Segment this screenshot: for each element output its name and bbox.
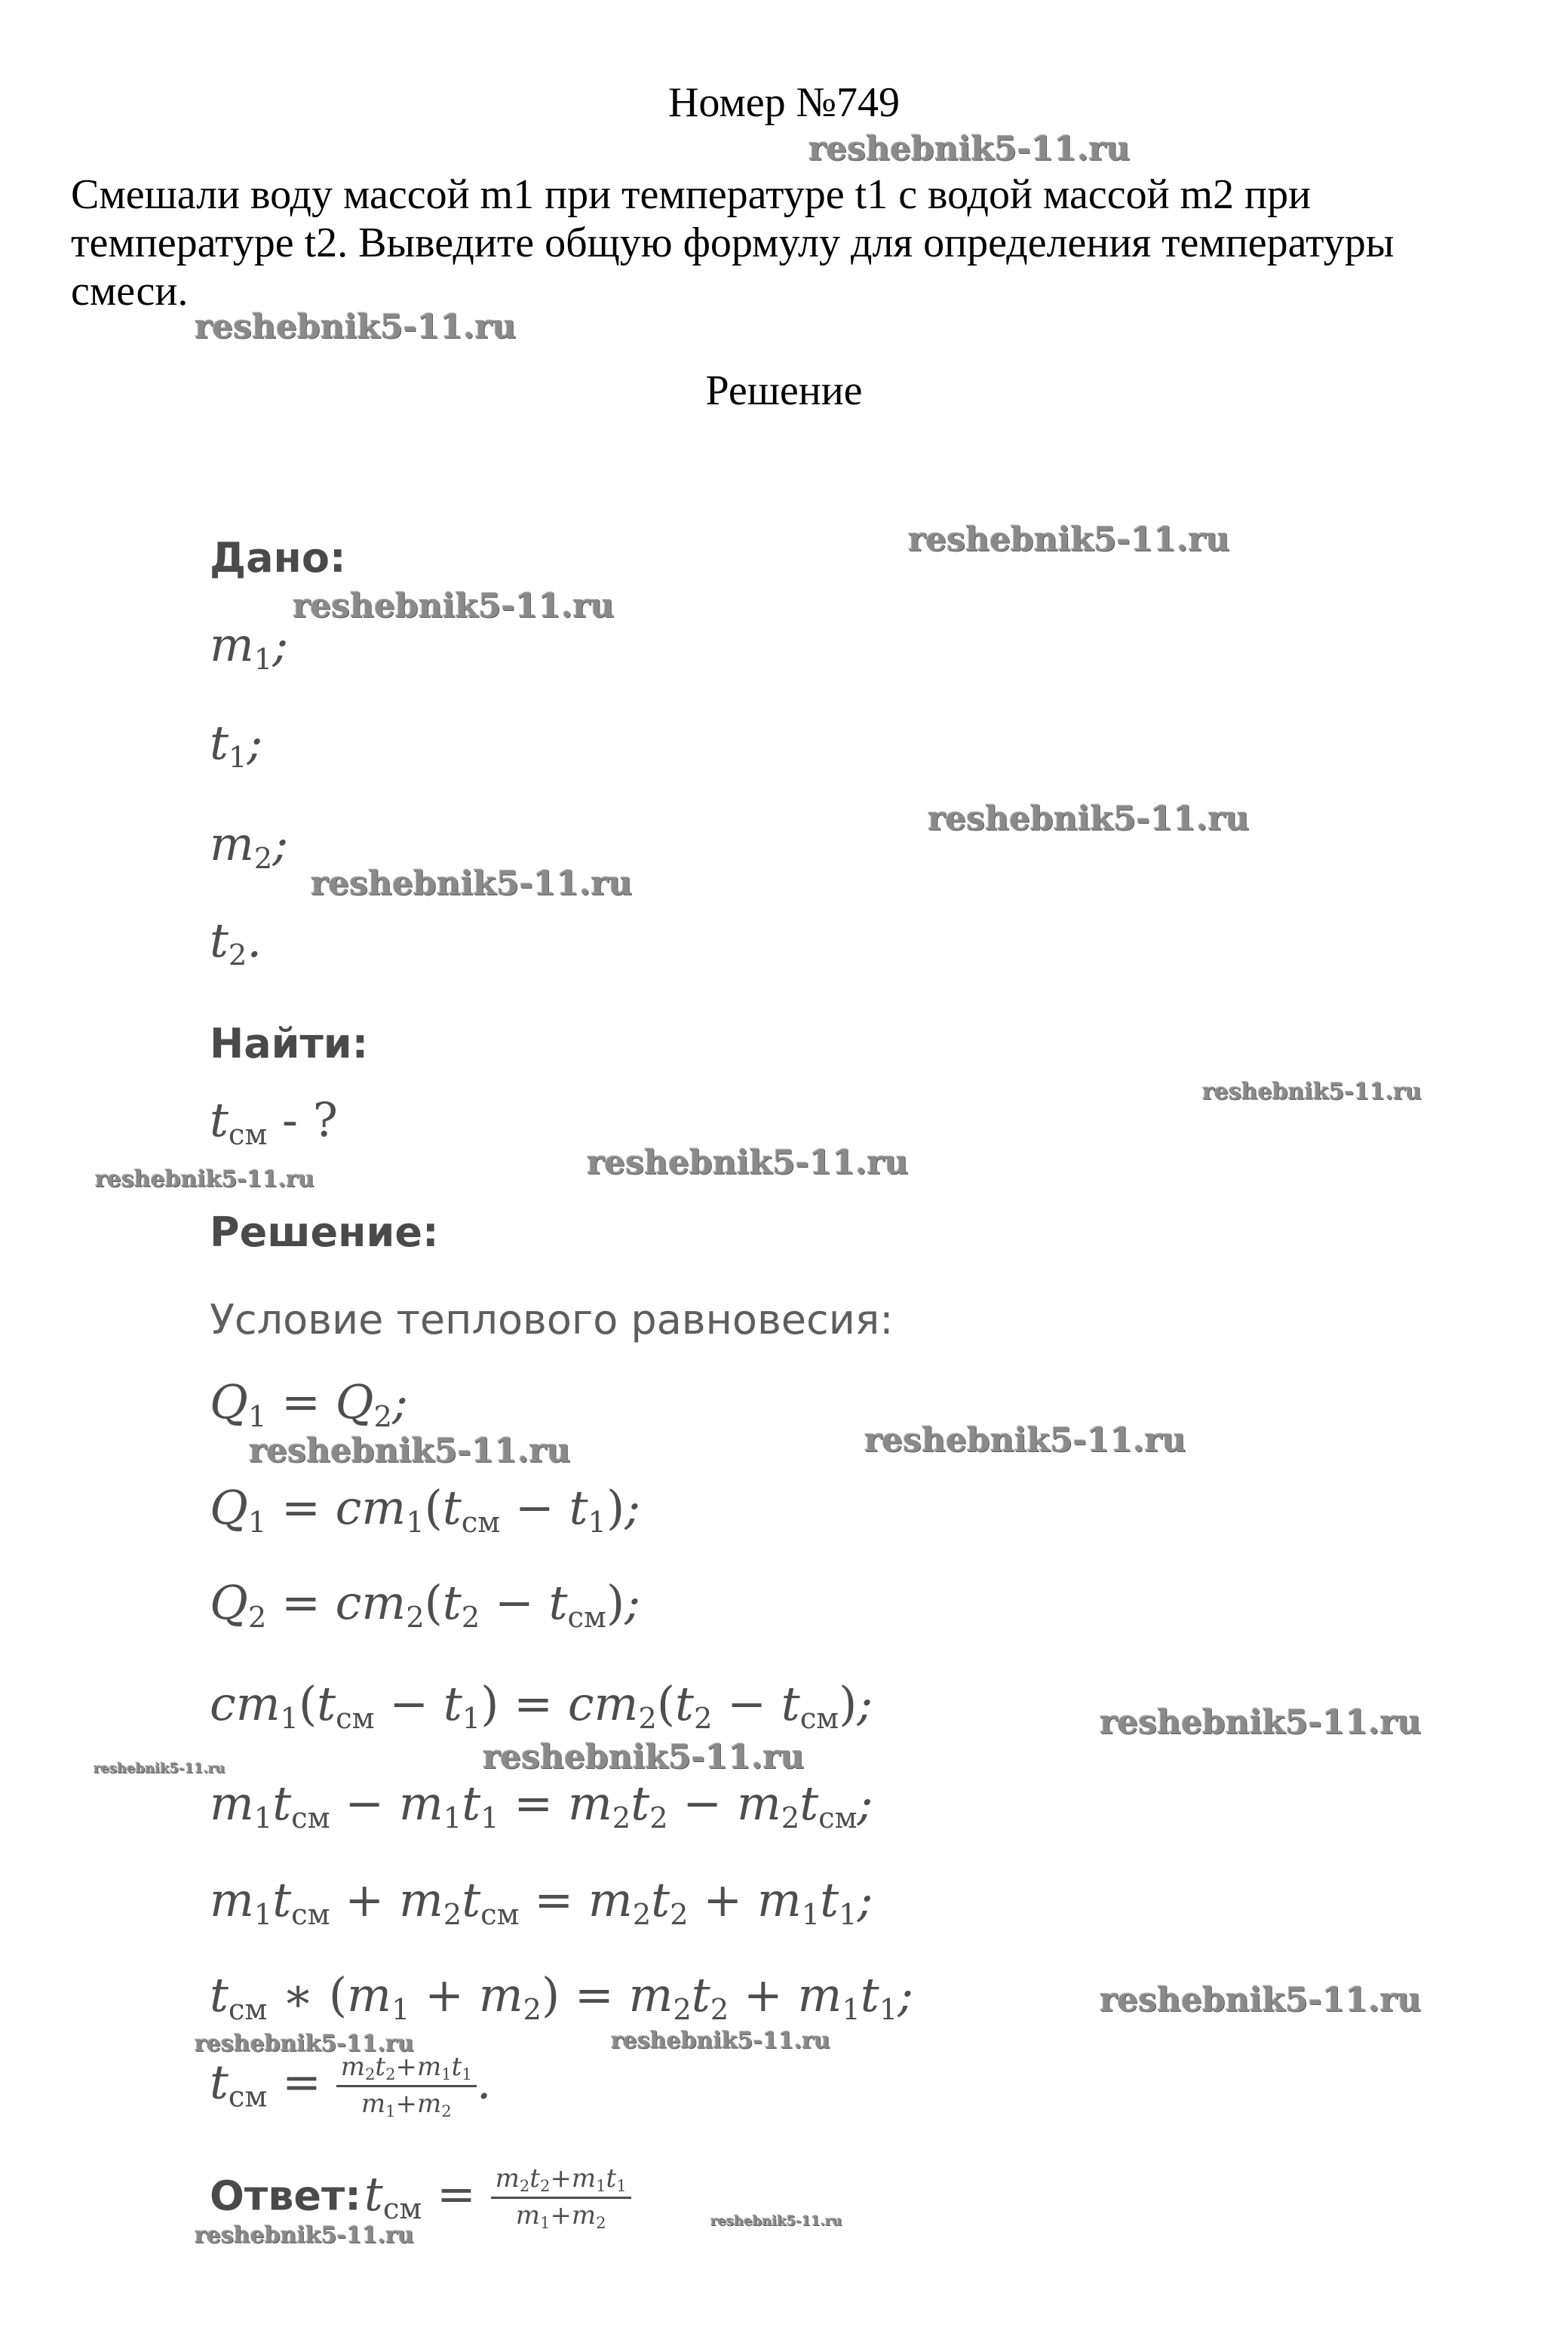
watermark: reshebnik5-11.ru [195, 2031, 414, 2057]
given-t2: $t_2$. [210, 913, 262, 972]
answer-label: Ответ: [210, 2172, 361, 2220]
equation-7: $t_{см}$ ∗ $(m_1 + m_2) = m_2t_2 + m_1t_1$; [210, 1967, 914, 2027]
watermark: reshebnik5-11.ru [1100, 1981, 1422, 2019]
find-query-text: - ? [282, 1092, 338, 1147]
watermark: reshebnik5-11.ru [928, 800, 1250, 838]
watermark: reshebnik5-11.ru [195, 2222, 414, 2249]
solution-heading: Решение [705, 367, 863, 414]
equation-4: $cm_1(t_{см} - t_1) = cm_2(t_2 - t_{см})$; [210, 1676, 873, 1736]
find-query: $t_{см}$ - ? [210, 1092, 338, 1152]
watermark: reshebnik5-11.ru [908, 520, 1230, 559]
watermark: reshebnik5-11.ru [249, 1432, 571, 1470]
problem-line-2: температуре t2. Выведите общую формулу для определения температуры [71, 220, 1395, 266]
watermark: reshebnik5-11.ru [611, 2028, 830, 2054]
equation-5: $m_1t_{см} - m_1t_1 = m_2t_2 - m_2t_{см}$; [210, 1776, 873, 1835]
answer-formula: $t_{см}$ = $\frac{m_2t_2+m_1t_1}{m_1+m_2}$ [364, 2166, 631, 2222]
watermark: reshebnik5-11.ru [95, 1166, 315, 1193]
fraction: $\frac{m_2t_2+m_1t_1}{m_1+m_2}$ [336, 2052, 477, 2120]
watermark: reshebnik5-11.ru [1202, 1079, 1422, 1105]
given-label: Дано: [210, 534, 346, 582]
watermark: reshebnik5-11.ru [94, 1761, 226, 1776]
watermark: reshebnik5-11.ru [864, 1421, 1186, 1460]
problem-line-3: смеси. [71, 268, 189, 315]
equation-2: $Q_1 = cm_1(t_{см} - t_1)$; [210, 1480, 641, 1540]
find-label: Найти: [210, 1020, 369, 1067]
watermark: reshebnik5-11.ru [483, 1738, 805, 1776]
given-m1: $m_1$; [210, 617, 289, 677]
equation-8: $t_{см}$ = $\frac{m_2t_2+m_1t_1}{m_1+m_2}$ . [210, 2052, 492, 2120]
page-title: Номер №749 [667, 79, 901, 126]
watermark: reshebnik5-11.ru [311, 864, 633, 903]
solution-label: Решение: [210, 1208, 439, 1256]
watermark: reshebnik5-11.ru [587, 1144, 909, 1182]
given-t1: $t_1$; [210, 715, 263, 775]
equation-1: $Q_1 = Q_2$; [210, 1374, 408, 1434]
watermark: reshebnik5-11.ru [293, 587, 615, 625]
problem-line-1: Смешали воду массой m1 при температуре t1 с водой массой m2 при [71, 171, 1312, 218]
given-m2: $m_2$; [210, 816, 289, 876]
equilibrium-condition: Условие теплового равновесия: [210, 1296, 894, 1343]
problem-statement [71, 170, 1519, 315]
watermark: reshebnik5-11.ru [809, 130, 1131, 168]
equation-3: $Q_2 = cm_2(t_2 - t_{см})$; [210, 1575, 641, 1635]
watermark: reshebnik5-11.ru [1100, 1703, 1422, 1742]
watermark: reshebnik5-11.ru [710, 2213, 842, 2229]
watermark: reshebnik5-11.ru [195, 308, 517, 346]
equation-6: $m_1t_{см} + m_2t_{см} = m_2t_2 + m_1t_1$; [210, 1872, 873, 1932]
